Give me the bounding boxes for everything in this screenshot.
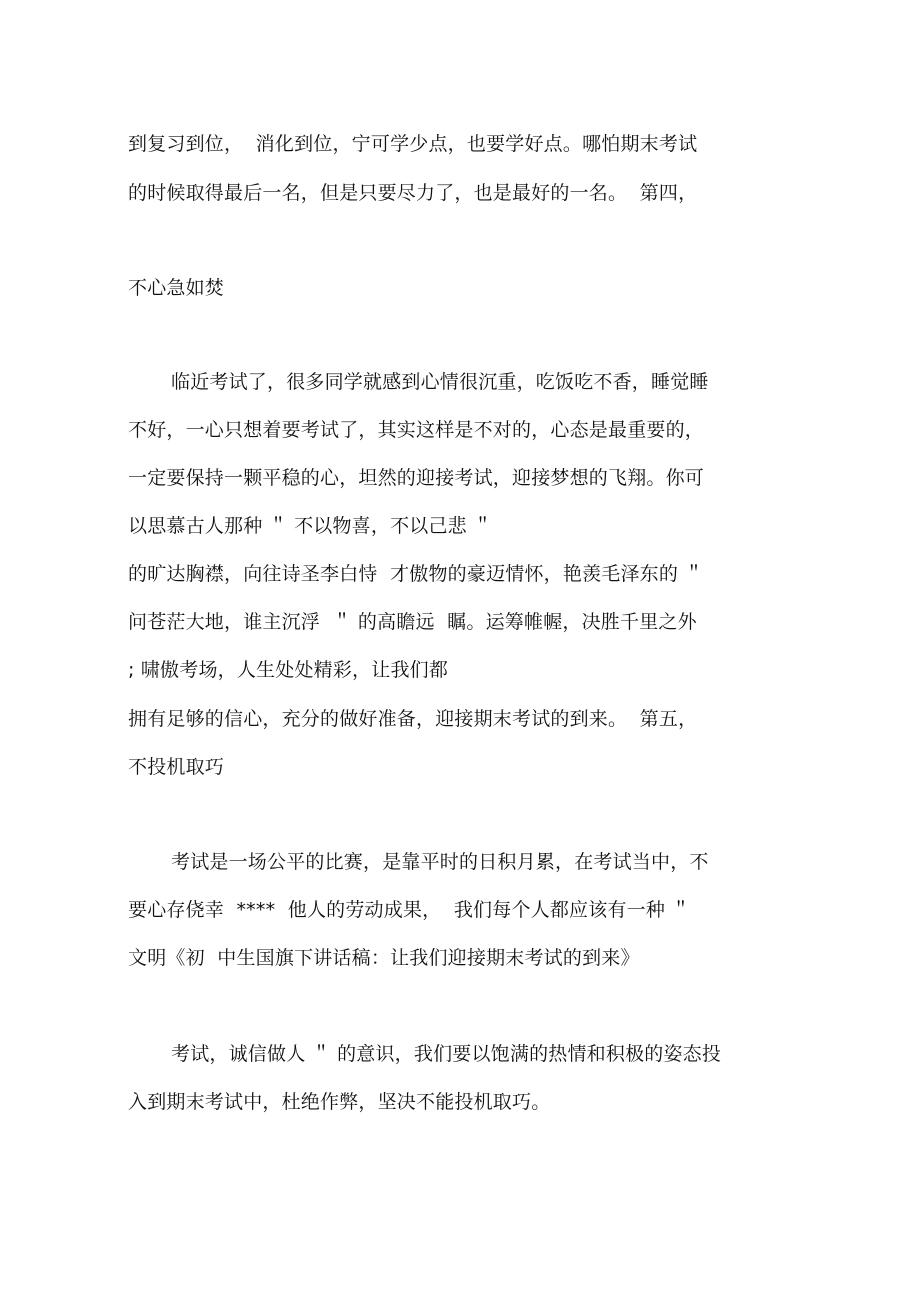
paragraph-start: 考试，诚信做人 ＂ 的意识，我们要以饱满的热情和积极的姿态投 — [171, 1043, 722, 1065]
paragraph-start: 考试是一场公平的比赛，是靠平时的日积月累，在考试当中，不 — [171, 851, 709, 873]
text-line: 到复习到位， 消化到位，宁可学少点，也要学好点。哪怕期末考试 — [128, 133, 698, 155]
text-line: 一定要保持一颗平稳的心，坦然的迎接考试，迎接梦想的飞翔。你可 — [128, 467, 705, 489]
text-line: 问苍茫大地，谁主沉浮 ＂ 的高瞻远 瞩。运筹帷幄，决胜千里之外 — [128, 611, 697, 633]
text-line: 入到期末考试中，杜绝作弊，坚决不能投机取巧。 — [128, 1091, 551, 1113]
paragraph-start: 临近考试了，很多同学就感到心情很沉重，吃饭吃不香，睡觉睡 — [171, 371, 709, 393]
text-line: 不好，一心只想着要考试了，其实这样是不对的，心态是最重要的， — [128, 419, 705, 441]
text-line: 的旷达胸襟，向往诗圣李白恃 才傲物的豪迈情怀，艳羡毛泽东的 ＂ — [128, 563, 704, 585]
text-line: 以思慕古人那种 ＂ 不以物喜，不以己悲 ＂ — [128, 515, 493, 537]
text-line: 要心存侥幸 **** 他人的劳动成果， 我们每个人都应该有一种 ＂ — [128, 899, 691, 921]
text-line: 的时候取得最后一名，但是只要尽力了，也是最好的一名。 第四， — [128, 182, 698, 204]
text-line: 文明《初 中生国旗下讲话稿：让我们迎接期末考试的到来》 — [128, 947, 640, 969]
section-heading: 不投机取巧 — [128, 756, 225, 778]
text-line: ; 啸傲考场，人生处处精彩，让我们都 — [128, 659, 449, 681]
section-heading: 不心急如焚 — [128, 277, 225, 299]
text-line: 拥有足够的信心，充分的做好准备，迎接期末考试的到来。 第五， — [128, 708, 698, 730]
